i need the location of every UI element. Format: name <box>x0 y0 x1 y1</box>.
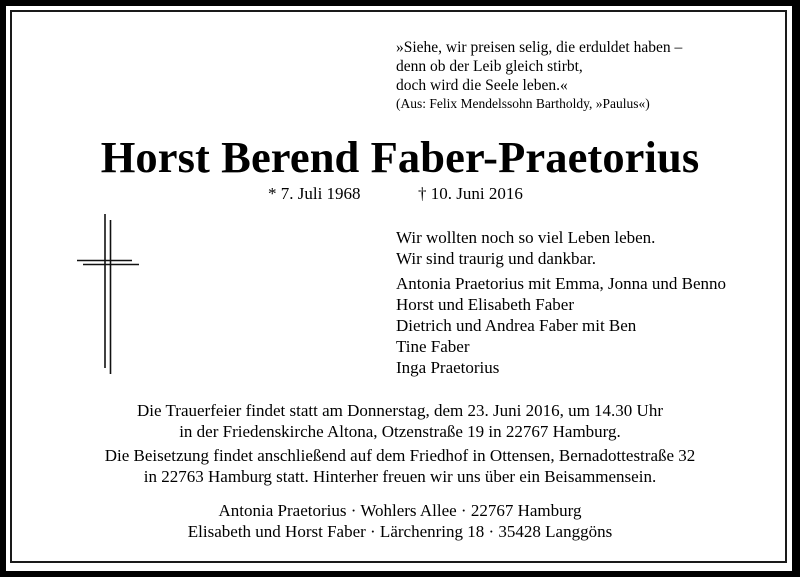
motto-line: Wir sind traurig und dankbar. <box>396 248 596 268</box>
birth-date: * 7. Juli 1968 <box>268 184 361 203</box>
ceremony-line: in der Friedenskirche Altona, Otzenstraße 19 in 22767 Hamburg. <box>179 421 621 441</box>
mourner: Horst und Elisabeth Faber <box>396 295 574 314</box>
burial-line: Die Beisetzung findet anschließend auf dem Friedhof in Ottensen, Bernadottestraße 32 <box>104 446 696 465</box>
mourners-list <box>396 273 726 378</box>
motto-block <box>396 228 655 269</box>
mourner: Inga Praetorius <box>396 358 500 377</box>
ceremony-line: Die Trauerfeier findet statt am Donnerstag, dem 23. Juni 2016, um 14.30 Uhr <box>137 401 663 420</box>
death-date: † 10. Juni 2016 <box>418 184 523 203</box>
quote-line: denn ob der Leib gleich stirbt, <box>396 58 583 75</box>
address-line: Antonia Praetorius · Wohlers Allee · 22767 Hamburg <box>218 501 582 520</box>
mourner: Antonia Praetorius mit Emma, Jonna und Benno <box>396 274 727 293</box>
mourner: Tine Faber <box>396 337 470 356</box>
quote-line: doch wird die Seele leben.« <box>396 77 568 94</box>
quote-block <box>396 38 682 113</box>
quote-attribution: (Aus: Felix Mendelssohn Bartholdy, »Paulus«) <box>396 96 650 111</box>
deceased-name: Horst Berend Faber-Praetorius <box>100 132 700 182</box>
address-line: Elisabeth und Horst Faber · Lärchenring 18 · 35428 Langgöns <box>187 522 613 541</box>
ceremony-info <box>0 401 800 442</box>
quote-line: »Siehe, wir preisen selig, die erduldet haben – <box>396 39 683 56</box>
contact-addresses <box>0 500 800 542</box>
burial-line: in 22763 Hamburg statt. Hinterher freuen wir uns über ein Beisammensein. <box>143 466 657 486</box>
mourner: Dietrich und Andrea Faber mit Ben <box>396 316 637 335</box>
motto-line: Wir wollten noch so viel Leben leben. <box>396 228 656 247</box>
burial-info <box>0 446 800 487</box>
